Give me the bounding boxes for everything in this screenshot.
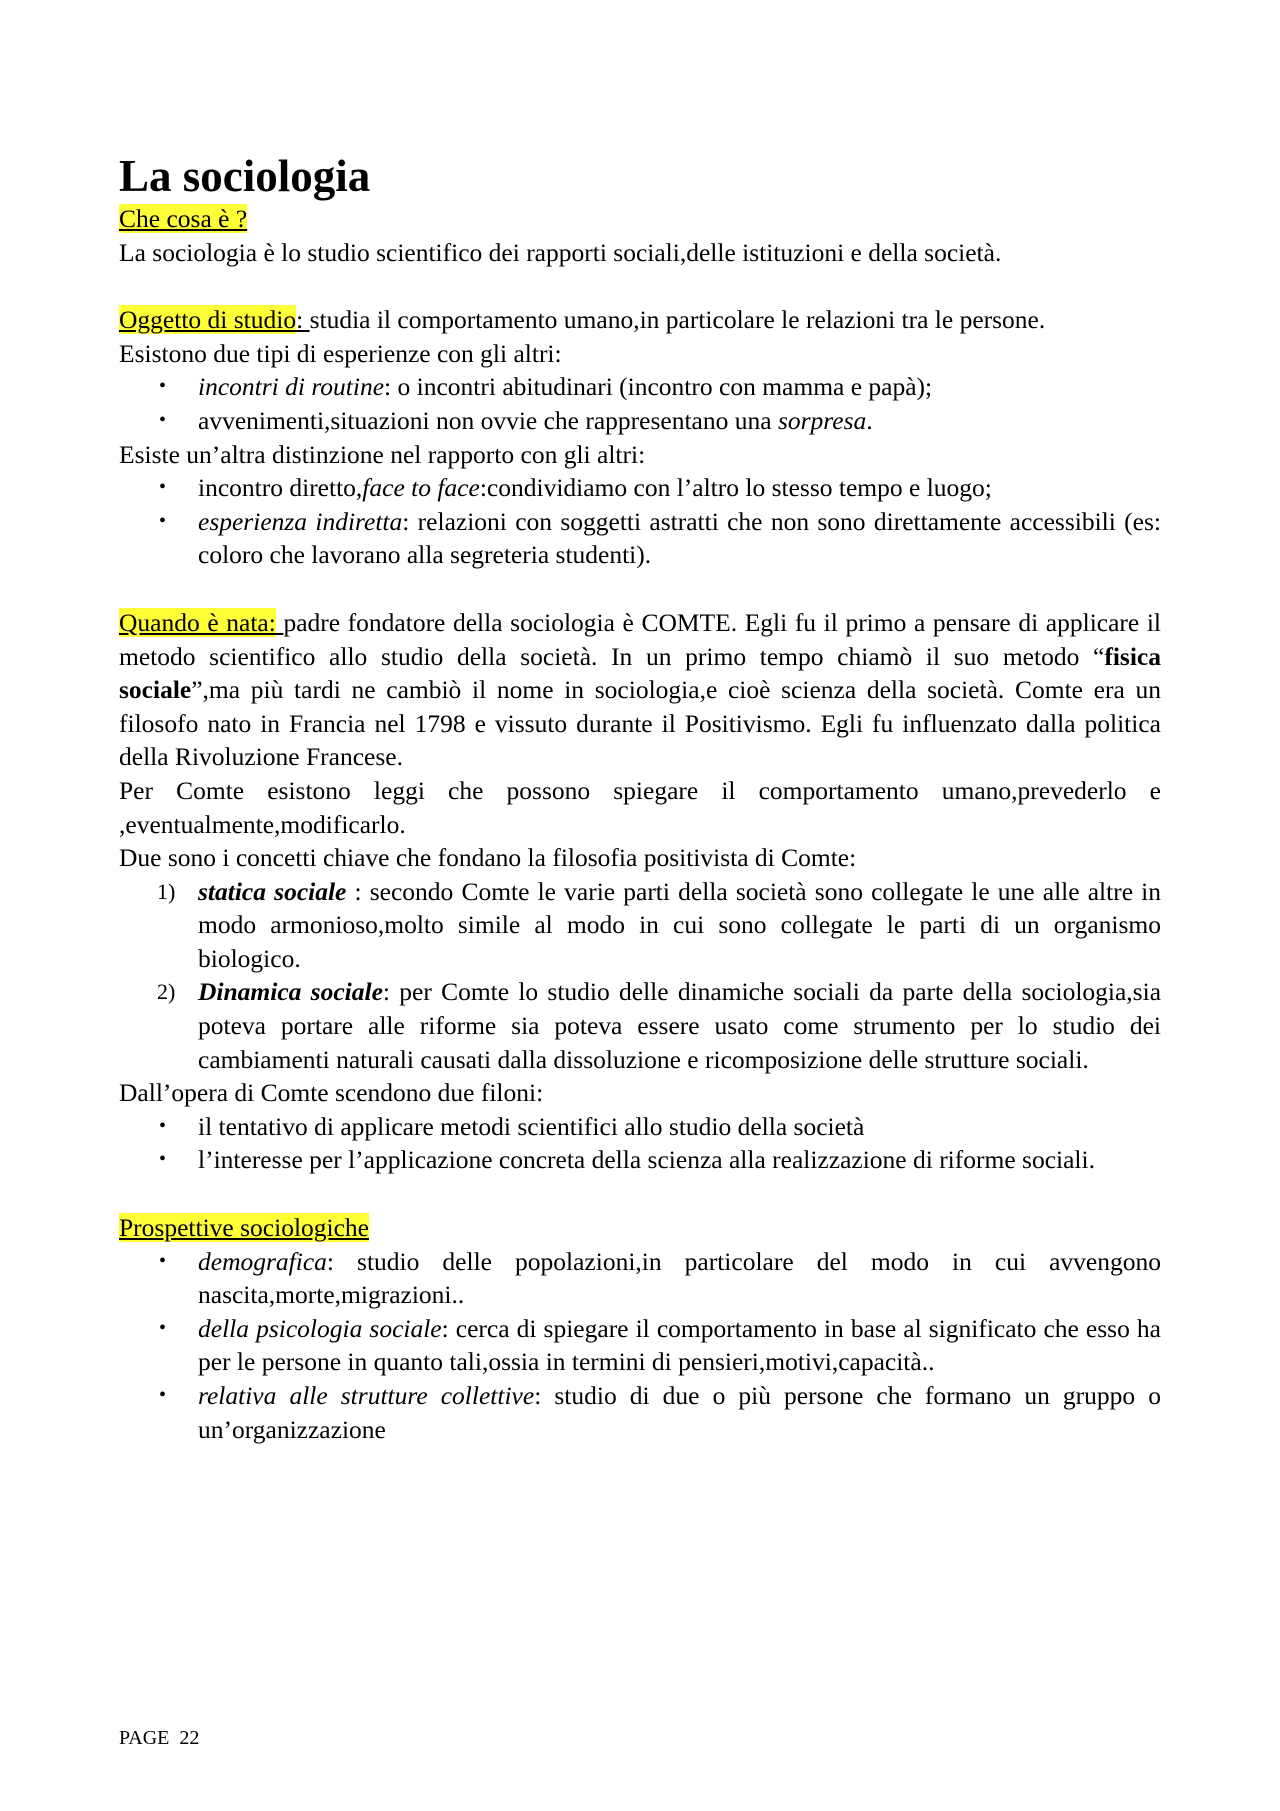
branches-intro: Dall’opera di Comte scendono due filoni: <box>119 1078 544 1108</box>
numbered-item: 1) statica sociale : secondo Comte le varie parti della società sono collegate le une alle altre in modo armonioso,molto simile al modo in cui sono collegate le parti di un organismo biologico. <box>157 876 1161 973</box>
list-item: • incontri di routine: o incontri abitudinari (incontro con mamma e papà); <box>119 370 1161 404</box>
highlight-what: Che cosa è ? <box>119 204 248 233</box>
list-item: • esperienza indiretta: relazioni con soggetti astratti che non sono direttamente accessibili (es: coloro che lavorano alla segreteria studenti). <box>119 505 1161 572</box>
section-what-text: La sociologia è lo studio scientifico dei rapporti sociali,delle istituzioni e della società. <box>119 237 1002 267</box>
page-label: PAGE <box>119 1727 170 1749</box>
branches-list <box>119 1110 1161 1177</box>
perspectives-list <box>119 1245 1161 1447</box>
list-item: • avvenimenti,situazioni non ovvie che rappresentano una sorpresa. <box>119 404 1161 438</box>
list-item: • della psicologia sociale: cerca di spiegare il comportamento in base al significato che esso ha per le persone in quanto tali,ossia in termini di pensieri,motivi,capacità.. <box>119 1312 1161 1379</box>
list-item: • il tentativo di applicare metodi scientifici allo studio della società <box>119 1110 1161 1144</box>
section-what-heading <box>119 202 1161 236</box>
page-title: La sociologia <box>119 151 371 201</box>
page-number: 22 <box>179 1727 200 1749</box>
document-page <box>119 150 1161 1446</box>
list-item: • demografica: studio delle popolazioni,in particolare del modo in cui avvengono nascita,morte,migrazioni.. <box>119 1245 1161 1312</box>
key-concepts-list <box>119 875 1161 1077</box>
experiences-intro: Esistono due tipi di esperienze con gli altri: <box>119 338 562 368</box>
list-item: • l’interesse per l’applicazione concreta della scienza alla realizzazione di riforme sociali. <box>119 1143 1161 1177</box>
comte-laws-paragraph: Per Comte esistono leggi che possono spiegare il comportamento umano,prevederlo e ,eventualmente,modificarlo. <box>119 775 1161 839</box>
highlight-origin: Quando è nata: <box>119 607 276 637</box>
distinction-list <box>119 471 1161 572</box>
key-concepts-intro: Due sono i concetti chiave che fondano la filosofia positivista di Comte: <box>119 843 857 873</box>
page-footer <box>119 1727 199 1750</box>
list-item: • relativa alle strutture collettive: studio di due o più persone che formano un gruppo o un’organizzazione <box>119 1379 1161 1446</box>
highlight-perspectives: Prospettive sociologiche <box>119 1213 369 1243</box>
numbered-item: 2) Dinamica sociale: per Comte lo studio delle dinamiche sociali da parte della sociologia,sia poteva portare alle riforme sia poteva essere usato come strumento per lo studio dei cambiamenti naturali causati dalla dissoluzione e ricomposizione delle strutture sociali. <box>157 977 1162 1074</box>
highlight-object: Oggetto di studio <box>119 305 297 335</box>
distinction-intro: Esiste un’altra distinzione nel rapporto con gli altri: <box>119 439 646 469</box>
section-origin-paragraph: Quando è nata: padre fondatore della sociologia è COMTE. Egli fu il primo a pensare di applicare il metodo scientifico allo studio della società. In un primo tempo chiamò il suo metodo “fisica sociale”,ma più tardi ne cambiò il nome in sociologia,e cioè scienza della società. Comte era un filosofo nato in Francia nel 1798 e vissuto durante il Positivismo. Egli fu influenzato dalla politica della Rivoluzione Francese. <box>119 607 1162 772</box>
experiences-list <box>119 370 1161 437</box>
list-item: • incontro diretto,face to face:condividiamo con l’altro lo stesso tempo e luogo; <box>119 471 1161 505</box>
section-object-paragraph: Oggetto di studio: studia il comportamento umano,in particolare le relazioni tra le persone. <box>119 305 1046 335</box>
section-perspectives-heading <box>119 1211 1161 1245</box>
